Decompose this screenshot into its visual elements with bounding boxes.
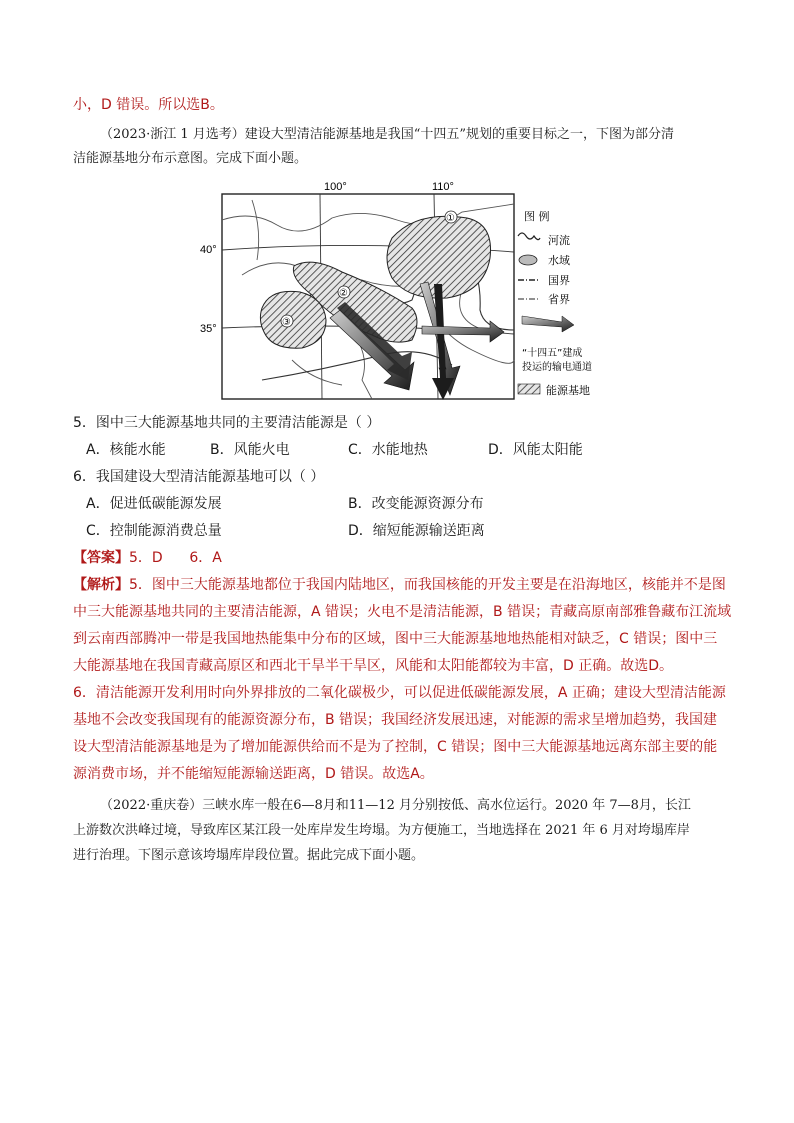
previous-answer-tail: 小，D 错误。所以选B。 (73, 97, 224, 113)
analysis-line-7: 设大型清洁能源基地是为了增加能源供给而不是为了控制，C 错误；图中三大能源基地远离东部主要的能 (73, 739, 718, 755)
question-6-stem: 6．我国建设大型清洁能源基地可以（ ） (73, 469, 325, 485)
legend-title: 图 例 (524, 210, 550, 223)
analysis-line-6: 基地不会改变我国现有的能源资源分布，B 错误；我国经济发展迅速，对能源的需求呈增加趋势，我国建 (73, 712, 718, 728)
next-question-intro-line-2: 上游数次洪峰过境，导致库区某江段一处库岸发生垮塌。为方便施工，当地选择在 2021 年 6 月对垮塌库岸 (73, 823, 690, 838)
q6-option-b[interactable]: B．改变能源资源分布 (348, 496, 484, 512)
analysis-line-1 (73, 574, 726, 596)
energy-base-icon (518, 384, 540, 394)
q6-option-d[interactable]: D．缩短能源输送距离 (348, 523, 485, 539)
lat-label-40: 40° (200, 244, 217, 256)
next-question-intro-line-1: （2022·重庆卷）三峡水库一般在6—8月和11—12 月分别按低、高水位运行。2020 年 7—8月，长江 (100, 798, 691, 813)
analysis-line-4: 大能源基地在我国青藏高原区和西北干旱半干旱区，风能和太阳能都较为丰富，D 正确。故选D。 (73, 658, 674, 674)
base-label-2: ② (339, 288, 348, 299)
legend-national-border: 国界 (548, 274, 570, 287)
lat-label-35: 35° (200, 323, 217, 335)
q5-option-d[interactable]: D．风能太阳能 (488, 442, 583, 458)
question-intro-line-2: 洁能源基地分布示意图。完成下面小题。 (73, 151, 308, 166)
next-question-intro-line-3: 进行治理。下图示意该垮塌库岸段位置。据此完成下面小题。 (73, 848, 425, 863)
q5-option-a[interactable]: A．核能水能 (86, 442, 166, 458)
legend-provincial-border: 省界 (548, 293, 570, 306)
base-label-1: ① (446, 213, 455, 224)
lon-label-110: 110° (432, 181, 454, 193)
analysis-line-3: 到云南西部腾冲一带是我国地热能集中分布的区域，图中三大能源基地地热能相对缺乏，C 错误；图中三 (73, 631, 718, 647)
analysis-line-2: 中三大能源基地共同的主要清洁能源，A 错误；火电不是清洁能源，B 错误；青藏高原南部雅鲁藏布江流域 (73, 604, 732, 620)
legend-river: 河流 (548, 234, 570, 247)
q6-option-c[interactable]: C．控制能源消费总量 (86, 523, 222, 539)
transmission-arrow-icon (522, 316, 574, 332)
legend-energy-base: 能源基地 (546, 384, 590, 397)
question-intro-line-1: （2023·浙江 1 月选考）建设大型清洁能源基地是我国“十四五”规划的重要目标之一，下图为部分清 (100, 127, 675, 142)
analysis-tag: 【解析】 (73, 577, 129, 593)
analysis-text-1: 5．图中三大能源基地都位于我国内陆地区，而我国核能的开发主要是在沿海地区，核能并不是图 (129, 577, 726, 593)
lon-label-100: 100° (324, 181, 347, 193)
map-legend (518, 209, 592, 397)
legend-arrow-label-1: “十四五”建成 (522, 348, 583, 359)
river-icon (518, 233, 540, 240)
clean-energy-base-map (200, 180, 592, 402)
q5-option-c[interactable]: C．水能地热 (348, 442, 428, 458)
water-area-icon (519, 255, 537, 265)
q5-option-b[interactable]: B．风能火电 (210, 442, 290, 458)
base-label-3: ③ (282, 317, 291, 328)
analysis-line-5: 6．清洁能源开发利用时向外界排放的二氧化碳极少，可以促进低碳能源发展，A 正确；建设大型清洁能源 (73, 685, 726, 701)
legend-water: 水域 (548, 254, 570, 267)
answer-row (73, 547, 723, 569)
q6-option-a[interactable]: A．促进低碳能源发展 (86, 496, 222, 512)
legend-arrow-label-2: 投运的输电通道 (522, 362, 592, 373)
question-5-stem: 5．图中三大能源基地共同的主要清洁能源是（ ） (73, 415, 381, 431)
answer-tag: 【答案】 (73, 550, 129, 566)
analysis-line-8: 源消费市场，并不能缩短能源输送距离，D 错误。故选A。 (73, 766, 434, 782)
answer-text: 5．D 6．A (129, 550, 222, 566)
